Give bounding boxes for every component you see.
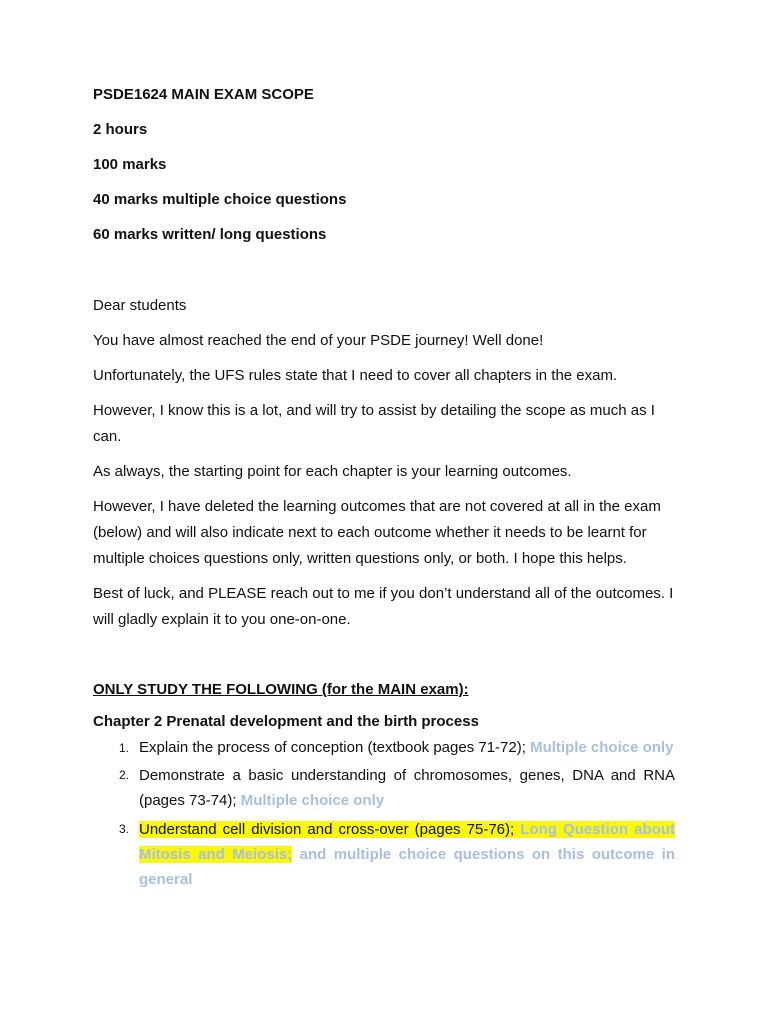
exam-duration: 2 hours — [93, 121, 148, 138]
letter-paragraph-2: Unfortunately, the UFS rules state that I need to cover all chapters in the exam. — [93, 367, 618, 384]
letter-paragraph-6: Best of luck, and PLEASE reach out to me if you don’t understand all of the outcomes. I will gladly explain it to you one-on-one. — [93, 585, 674, 628]
outcome-note: Multiple choice only — [530, 739, 674, 756]
letter-paragraph-5: However, I have deleted the learning outcomes that are not covered at all in the exam (below) and will also indicate next to each outcome whether it needs to be learnt for multiple choices questions only, written questions only, or both. I hope this helps. — [93, 498, 661, 567]
outcome-note: Multiple choice only — [240, 792, 385, 809]
outcome-list — [93, 738, 675, 892]
list-item — [93, 738, 675, 758]
outcome-text: Understand cell division and cross-over (pages 75-76); — [139, 821, 521, 838]
exam-written-marks: 60 marks written/ long questions — [93, 226, 327, 243]
letter-paragraph-3: However, I know this is a lot, and will try to assist by detailing the scope as much as I can. — [93, 402, 655, 445]
letter-paragraph-4: As always, the starting point for each chapter is your learning outcomes. — [93, 463, 572, 480]
list-item — [93, 817, 675, 892]
outcome-text: Demonstrate a basic understanding of chromosomes, genes, DNA and RNA (pages 73-74); — [139, 767, 675, 809]
outcome-note-highlighted: Long Question about Mitosis and Meiosis; — [139, 821, 675, 863]
list-item-number: 2. — [119, 768, 130, 782]
exam-marks: 100 marks — [93, 156, 167, 173]
exam-mcq-marks: 40 marks multiple choice questions — [93, 191, 347, 208]
list-item — [93, 763, 675, 813]
letter-paragraph-1: You have almost reached the end of your PSDE journey! Well done! — [93, 332, 544, 349]
document-page — [93, 84, 675, 892]
outcome-text: Explain the process of conception (textbook pages 71-72); — [139, 739, 531, 756]
exam-title: PSDE1624 MAIN EXAM SCOPE — [93, 86, 314, 103]
outcome-note: and multiple choice questions on this outcome in general — [139, 846, 675, 888]
list-item-number: 3. — [119, 822, 130, 836]
greeting: Dear students — [93, 297, 187, 314]
scope-heading: ONLY STUDY THE FOLLOWING (for the MAIN exam): — [93, 681, 469, 698]
list-item-number: 1. — [119, 741, 130, 755]
chapter-title: Chapter 2 Prenatal development and the birth process — [93, 713, 479, 730]
